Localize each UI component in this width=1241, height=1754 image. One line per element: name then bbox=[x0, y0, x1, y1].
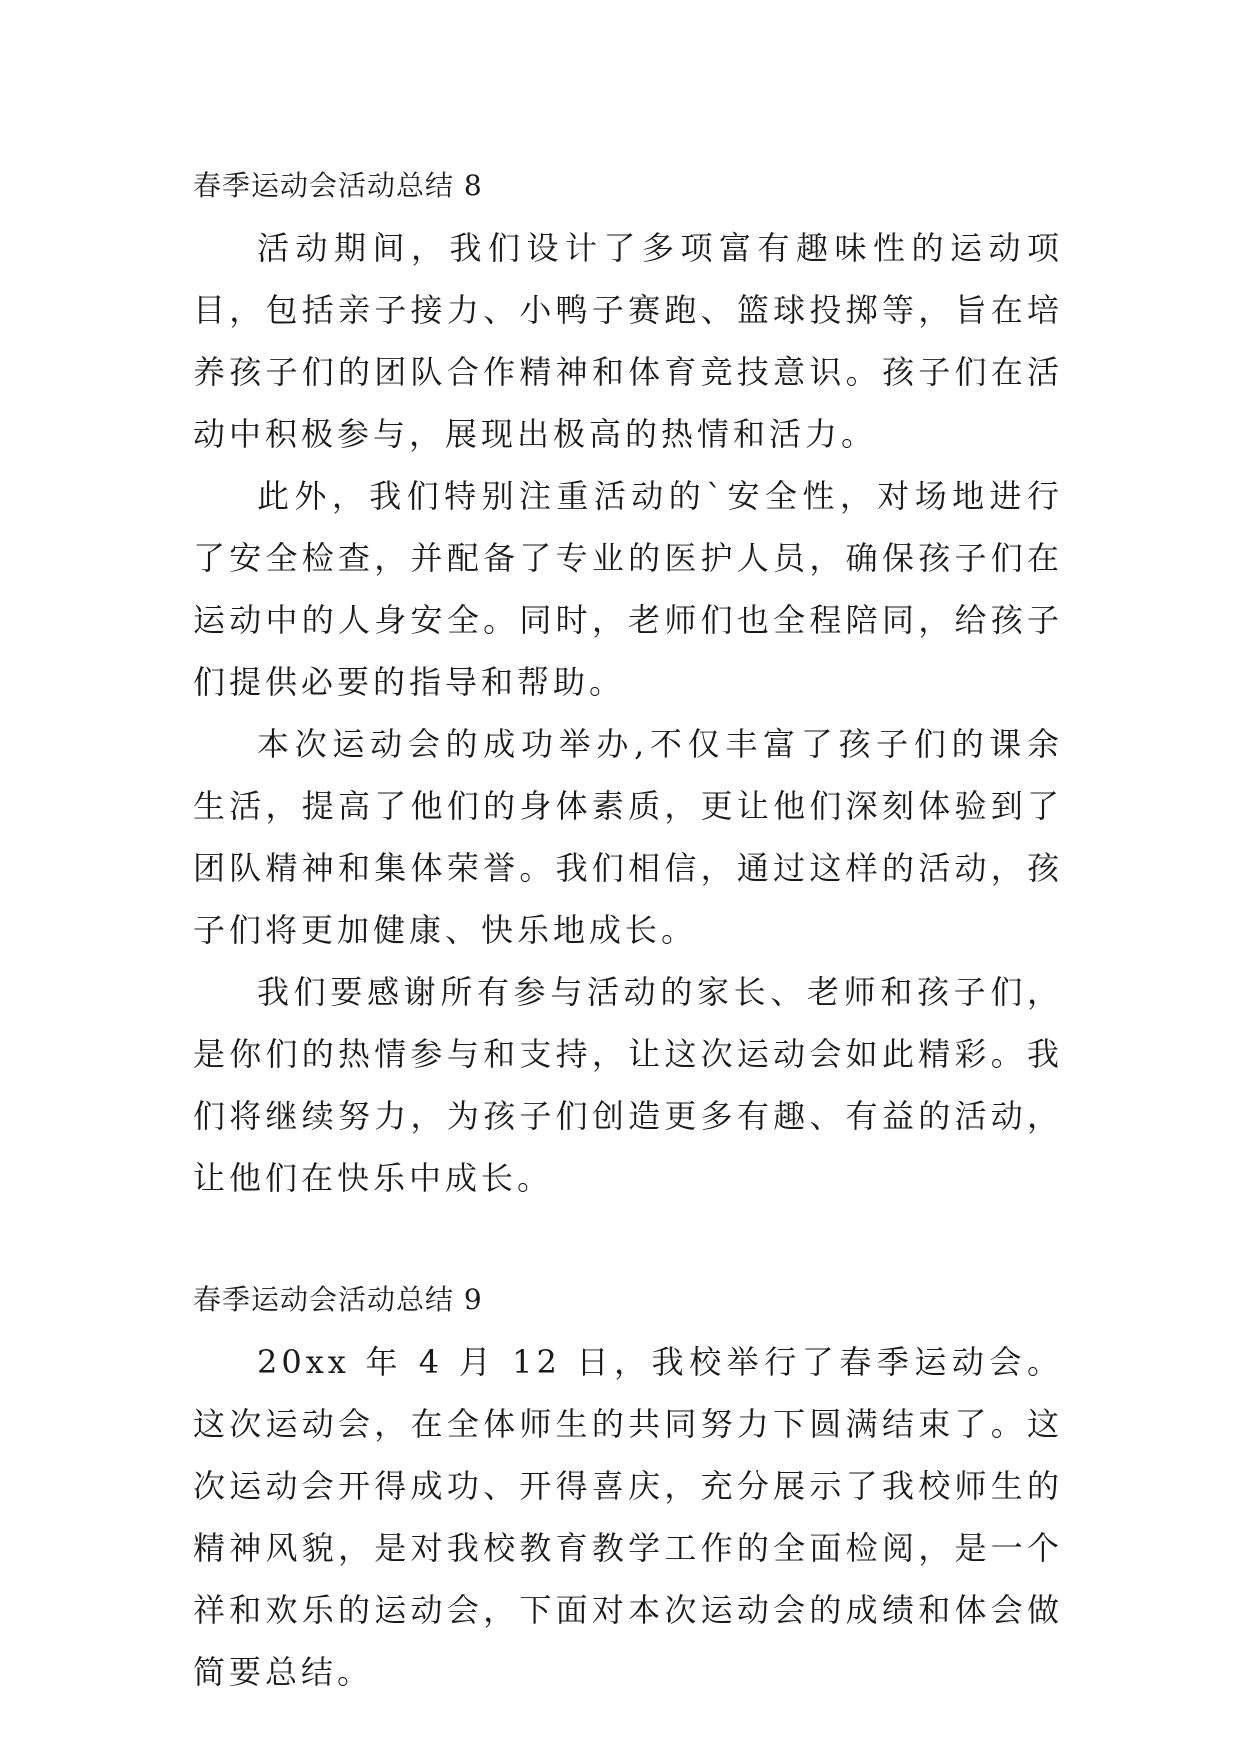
section-title: 春季运动会活动总结 8 bbox=[193, 169, 483, 202]
paragraph: 此外，我们特别注重活动的`安全性，对场地进行了安全检查，并配备了专业的医护人员，确保孩子们在运动中的人身安全。同时，老师们也全程陪同，给孩子们提供必要的指导和帮助。 bbox=[193, 477, 1063, 701]
document-page bbox=[193, 155, 1063, 1703]
paragraph: 我们要感谢所有参与活动的家长、老师和孩子们，是你们的热情参与和支持，让这次运动会如此精彩。我们将继续努力，为孩子们创造更多有趣、有益的活动，让他们在快乐中成长。 bbox=[193, 973, 1063, 1197]
section-title: 春季运动会活动总结 9 bbox=[193, 1283, 483, 1316]
paragraph: 活动期间，我们设计了多项富有趣味性的运动项目，包括亲子接力、小鸭子赛跑、篮球投掷等，旨在培养孩子们的团队合作精神和体育竞技意识。孩子们在活动中积极参与，展现出极高的热情和活力。 bbox=[193, 229, 1063, 453]
section-gap bbox=[193, 1209, 1063, 1269]
paragraph: 20xx 年 4 月 12 日，我校举行了春季运动会。这次运动会，在全体师生的共同努力下圆满结束了。这次运动会开得成功、开得喜庆，充分展示了我校师生的精神风貌，是对我校教育教学工作的全面检阅，是一个祥和欢乐的运动会，下面对本次运动会的成绩和体会做简要总结。 bbox=[193, 1343, 1063, 1691]
paragraph: 本次运动会的成功举办,不仅丰富了孩子们的课余生活，提高了他们的身体素质，更让他们深刻体验到了团队精神和集体荣誉。我们相信，通过这样的活动，孩子们将更加健康、快乐地成长。 bbox=[193, 725, 1063, 949]
